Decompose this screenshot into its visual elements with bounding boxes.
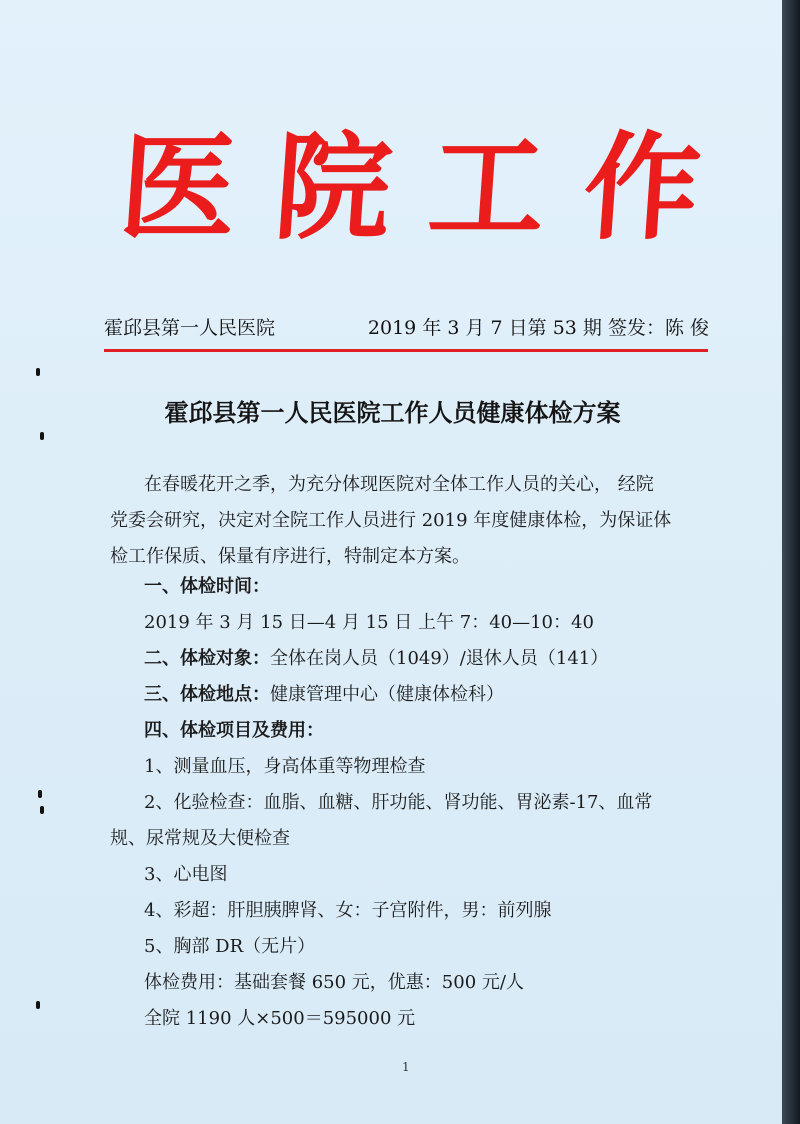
scan-mark — [40, 432, 44, 440]
intro-line: 在春暖花开之季，为充分体现医院对全体工作人员的关心， 经院 — [144, 474, 654, 495]
masthead-char: 医 — [115, 120, 241, 256]
exam-item: 1、测量血压，身高体重等物理检查 — [144, 756, 426, 777]
scan-mark — [36, 368, 40, 376]
scan-mark — [40, 806, 44, 814]
section-heading: 二、体检对象： — [144, 648, 270, 669]
exam-item: 3、心电图 — [144, 864, 228, 885]
section-time-heading — [110, 568, 730, 604]
scan-mark — [36, 1001, 40, 1009]
scan-edge — [782, 0, 800, 1124]
section-value: 健康管理中心（健康体检科） — [270, 684, 504, 705]
masthead-char: 作 — [579, 120, 705, 256]
section-items-heading — [110, 712, 730, 748]
issuer-name: 霍邱县第一人民医院 — [104, 317, 276, 339]
section-heading: 四、体检项目及费用： — [144, 720, 324, 741]
exam-item: 2、化验检查：血脂、血糖、肝功能、肾功能、胃泌素-17、血常 — [144, 792, 653, 813]
page-number: 1 — [402, 1060, 410, 1074]
issue-info: 2019 年 3 月 7 日第 53 期 签发：陈 俊 — [367, 317, 709, 339]
section-target — [110, 640, 730, 676]
intro-paragraph — [110, 466, 730, 574]
section-value: 全体在岗人员（1049）/退休人员（141） — [270, 648, 609, 669]
exam-item: 5、胸部 DR（无片） — [144, 936, 316, 957]
masthead-char: 工 — [424, 120, 551, 256]
scan-mark — [38, 790, 42, 798]
section-heading: 三、体检地点： — [144, 684, 270, 705]
fee-line: 体检费用：基础套餐 650 元，优惠：500 元/人 — [144, 972, 524, 993]
issue-line — [104, 313, 709, 343]
fee-total-line: 全院 1190 人×500＝595000 元 — [144, 1008, 416, 1029]
intro-line: 检工作保质、保量有序进行，特制定本方案。 — [110, 546, 470, 567]
red-divider — [104, 349, 708, 352]
masthead-char: 院 — [269, 120, 396, 256]
masthead-title — [115, 118, 705, 258]
section-place — [110, 676, 730, 712]
intro-line: 党委会研究，决定对全院工作人员进行 2019 年度健康体检，为保证体 — [110, 510, 672, 531]
document-title: 霍邱县第一人民医院工作人员健康体检方案 — [164, 399, 621, 427]
section-list — [110, 568, 730, 1036]
section-time-value: 2019 年 3 月 15 日—4 月 15 日 上午 7：40—10：40 — [144, 612, 594, 633]
section-heading: 一、体检时间： — [144, 576, 270, 597]
exam-item-continuation: 规、尿常规及大便检查 — [110, 828, 290, 849]
exam-item: 4、彩超：肝胆胰脾肾、女：子宫附件，男：前列腺 — [144, 900, 552, 921]
